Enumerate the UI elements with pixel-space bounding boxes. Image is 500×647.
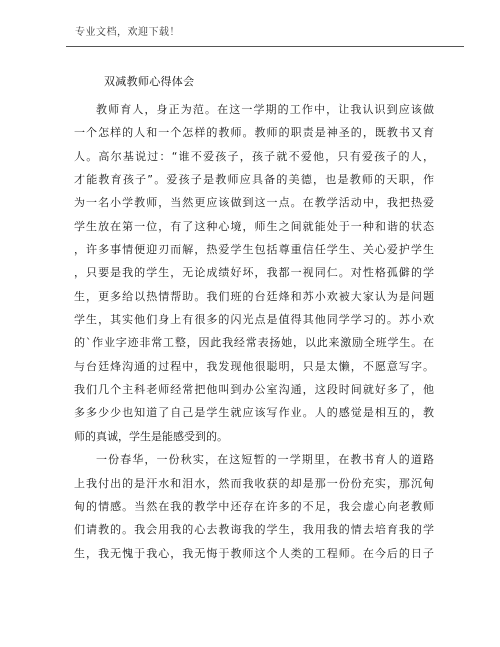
text-line: ，只要是我的学生，无论成绩好坏，我都一视同仁。对性格孤僻的学	[74, 266, 434, 280]
text-line: 我们几个主科老师经常把他叫到办公室沟通，这段时间就好多了，他	[74, 383, 434, 397]
text-line: 学生放在第一位，有了这种心境，师生之间就能处于一种和谐的状态	[74, 219, 434, 233]
document-title: 双减教师心得体会	[104, 75, 195, 88]
text-line: 生，我无愧于我心，我无悔于教师这个人类的工程师。在今后的日子	[74, 546, 434, 560]
text-line: ，许多事情便迎刃而解，热爱学生包括尊重信任学生、关心爱护学生	[74, 243, 434, 257]
document-body	[74, 98, 434, 565]
paragraph	[74, 98, 434, 448]
text-line: 上我付出的是汗水和泪水，然而我收获的却是那一份份充实，那沉甸	[74, 476, 434, 490]
text-line: 多多少少也知道了自己是学生就应该写作业。人的感觉是相互的，教	[74, 406, 434, 420]
paragraph	[74, 448, 434, 565]
text-line: 一个怎样的人和一个怎样的教师。教师的职责是神圣的，既教书又育	[74, 126, 434, 140]
text-line: 甸的情感。当然在我的教学中还存在许多的不足，我会虚心向老教师	[74, 499, 434, 513]
page-header-text: 专业文档，欢迎下载！	[75, 27, 180, 38]
text-line: 与台廷烽沟通的过程中，我发现他很聪明，只是太懒，不愿意写字。	[74, 359, 434, 373]
text-line: 生，更多给以热情帮助。我们班的台廷烽和苏小欢被大家认为是问题	[74, 289, 434, 303]
text-line: 的`作业字迹非常工整，因此我经常表扬她，以此来激励全班学生。在	[74, 336, 434, 350]
text-line: 才能教育孩子”。爱孩子是教师应具备的美德，也是教师的天职，作	[74, 173, 434, 187]
text-line: 一份春华，一份秋实，在这短暂的一学期里，在教书育人的道路	[96, 453, 434, 467]
header-divider	[66, 46, 464, 47]
text-line: 师的真诚，学生是能感受到的。	[74, 429, 228, 443]
text-line: 教师育人，身正为范。在这一学期的工作中，让我认识到应该做	[96, 103, 434, 116]
text-line: 们请教的。我会用我的心去教诲我的学生，我用我的情去培育我的学	[74, 523, 434, 537]
text-line: 为一名小学教师，当然更应该做到这一点。在教学活动中，我把热爱	[74, 196, 434, 210]
text-line: 人。高尔基说过：“谁不爱孩子，孩子就不爱他，只有爱孩子的人，	[74, 149, 434, 163]
text-line: 学生，其实他们身上有很多的闪光点是值得其他同学学习的。苏小欢	[74, 313, 434, 327]
